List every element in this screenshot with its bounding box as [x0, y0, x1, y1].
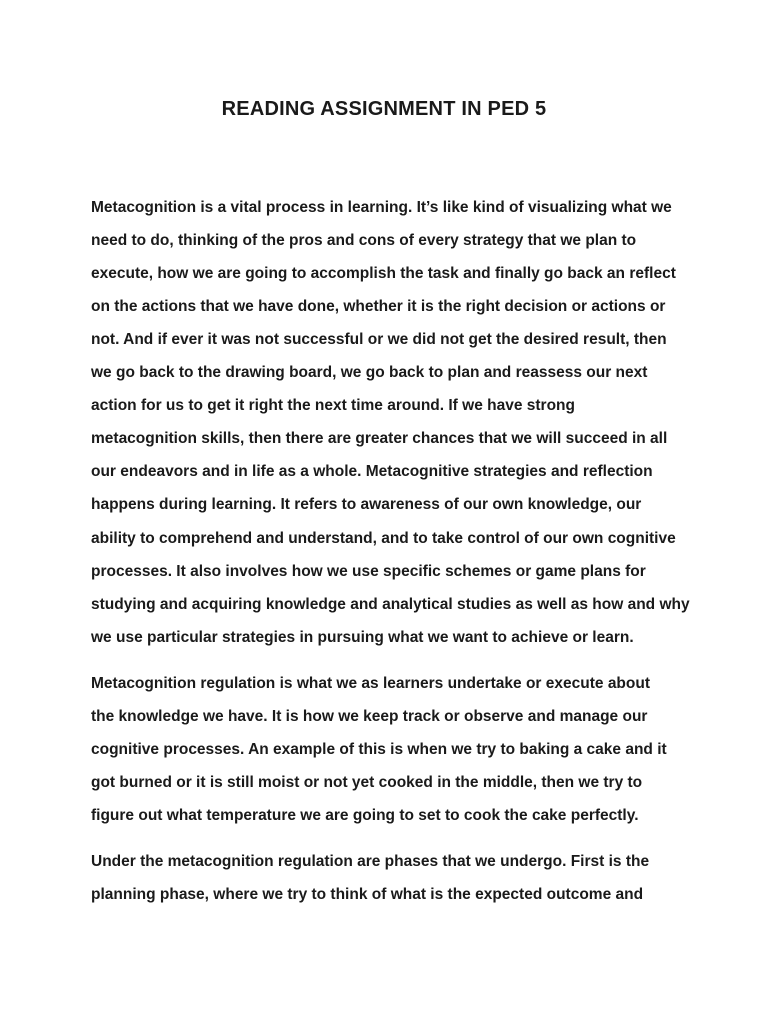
- text-line: got burned or it is still moist or not yet cooked in the middle, then we try to: [91, 774, 643, 791]
- text-line: need to do, thinking of the pros and cons of every strategy that we plan to: [91, 232, 637, 249]
- text-line: processes. It also involves how we use specific schemes or game plans for: [91, 563, 646, 580]
- text-line: ability to comprehend and understand, and to take control of our own cognitive: [91, 530, 676, 547]
- text-line: we go back to the drawing board, we go back to plan and reassess our next: [91, 364, 648, 381]
- text-line: we use particular strategies in pursuing what we want to achieve or learn.: [91, 629, 634, 646]
- text-line: the knowledge we have. It is how we keep track or observe and manage our: [91, 708, 648, 725]
- text-line: Metacognition regulation is what we as learners undertake or execute about: [91, 675, 650, 692]
- text-line: execute, how we are going to accomplish the task and finally go back an reflect: [91, 265, 676, 282]
- text-line: planning phase, where we try to think of what is the expected outcome and: [91, 886, 644, 903]
- text-line: on the actions that we have done, whether it is the right decision or actions or: [91, 298, 666, 315]
- text-line: Metacognition is a vital process in learning. It’s like kind of visualizing what we: [91, 199, 672, 216]
- text-line: action for us to get it right the next time around. If we have strong: [91, 397, 575, 414]
- text-line: figure out what temperature we are going to set to cook the cake perfectly.: [91, 807, 639, 824]
- text-line: our endeavors and in life as a whole. Metacognitive strategies and reflection: [91, 463, 653, 480]
- text-line: happens during learning. It refers to awareness of our own knowledge, our: [91, 496, 642, 513]
- document-title: READING ASSIGNMENT IN PED 5: [221, 98, 547, 120]
- text-line: not. And if ever it was not successful or we did not get the desired result, then: [91, 331, 667, 348]
- text-line: studying and acquiring knowledge and analytical studies as well as how and why: [91, 596, 690, 613]
- text-line: metacognition skills, then there are greater chances that we will succeed in all: [91, 430, 668, 447]
- text-line: Under the metacognition regulation are phases that we undergo. First is the: [91, 853, 650, 870]
- text-line: cognitive processes. An example of this is when we try to baking a cake and it: [91, 741, 667, 758]
